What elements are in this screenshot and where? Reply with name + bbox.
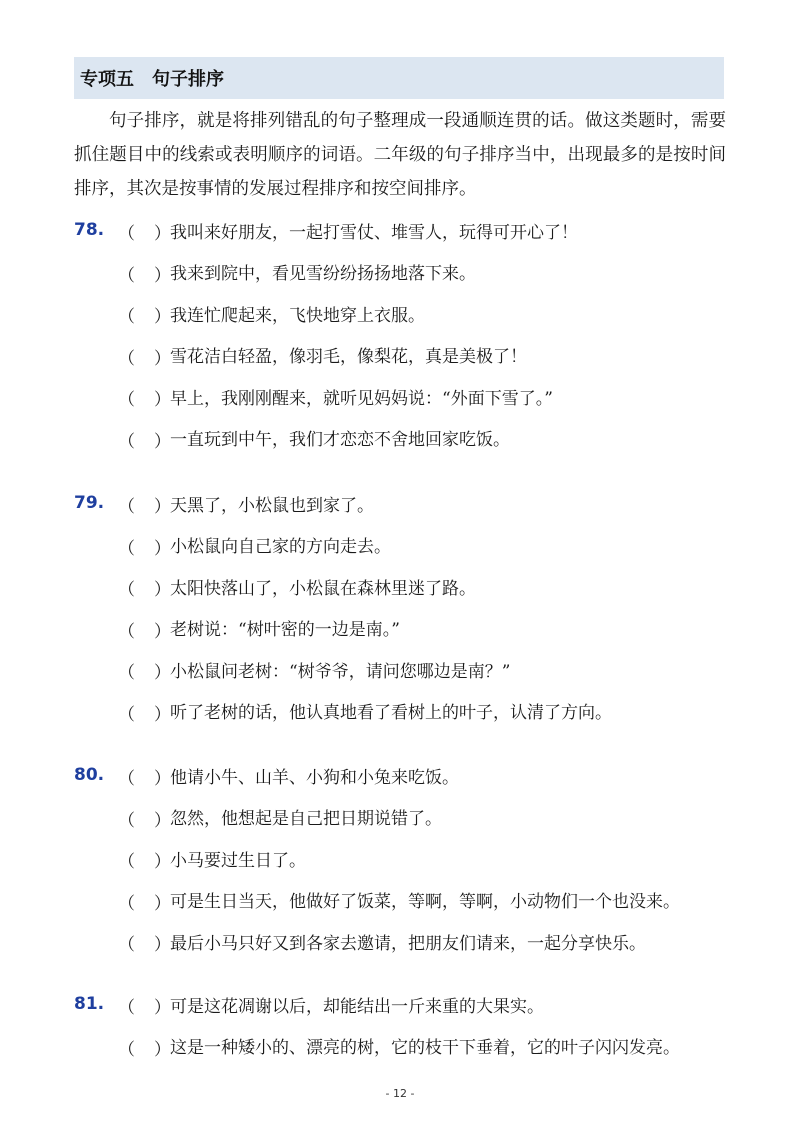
question-line [74, 613, 400, 643]
answer-blank[interactable] [110, 802, 171, 832]
paren-left: （ [118, 704, 135, 725]
sentence-text: 太阳快落山了，小松鼠在森林里迷了路。 [170, 578, 476, 599]
paren-right: ） [154, 621, 171, 642]
question-line [74, 1031, 680, 1061]
paren-right: ） [154, 935, 171, 955]
question-line [74, 696, 612, 726]
paren-right: ） [154, 704, 171, 725]
question-line [74, 654, 510, 684]
page-number: - 12 - [385, 1087, 415, 1100]
answer-blank[interactable] [110, 760, 171, 790]
paren-left: （ [118, 224, 135, 244]
paren-right: ） [154, 265, 171, 286]
question-number: 79. [74, 493, 105, 513]
sentence-text: 早上，我刚刚醒来，就听见妈妈说：“外面下雪了。” [170, 388, 553, 409]
question-line [74, 926, 646, 956]
paren-left: （ [118, 390, 135, 410]
question-number: 78. [74, 220, 105, 240]
question-line [74, 215, 578, 245]
paren-right: ） [154, 998, 171, 1018]
sentence-text: 雪花洁白轻盈，像羽毛，像梨花，真是美极了！ [170, 347, 527, 367]
paren-left: （ [118, 497, 135, 517]
intro-text: 句子排序，就是将排列错乱的句子整理成一段通顺连贯的话。做这类题时，需要抓住题目中的线索或表明顺序的词语。二年级的句子排序当中，出现最多的是按时间排序，其次是按事情的发展过程排序和按空间排序。 [74, 111, 726, 199]
question-number: 80. [74, 765, 105, 785]
question-number: 81. [74, 994, 105, 1014]
sentence-text: 天黑了，小松鼠也到家了。 [170, 495, 374, 516]
paren-right: ） [154, 307, 171, 327]
section-header [74, 57, 724, 99]
question-line [74, 488, 374, 518]
paren-right: ） [154, 852, 171, 872]
paren-right: ） [154, 224, 171, 244]
question-line [74, 530, 391, 560]
question-line [74, 423, 510, 453]
paren-left: （ [118, 893, 135, 914]
paren-right: ） [154, 431, 171, 452]
question-line [74, 760, 459, 790]
sentence-text: 他请小牛、山羊、小狗和小兔来吃饭。 [170, 767, 459, 788]
sentence-text: 小松鼠问老树：“树爷爷，请问您哪边是南？” [170, 661, 511, 682]
paren-right: ） [154, 893, 171, 914]
answer-blank[interactable] [110, 654, 171, 684]
paren-left: （ [118, 998, 135, 1018]
answer-blank[interactable] [110, 423, 171, 453]
answer-blank[interactable] [110, 843, 171, 873]
sentence-text: 老树说：“树叶密的一边是南。” [170, 620, 400, 640]
answer-blank[interactable] [110, 926, 171, 956]
paren-right: ） [154, 1039, 171, 1060]
sentence-text: 忽然，他想起是自己把日期说错了。 [170, 809, 442, 829]
question-line [74, 802, 442, 832]
answer-blank[interactable] [110, 488, 171, 518]
question-line [74, 885, 680, 915]
paren-left: （ [118, 663, 135, 683]
paren-left: （ [118, 431, 135, 452]
paren-right: ） [154, 663, 171, 683]
answer-blank[interactable] [110, 1031, 171, 1061]
answer-blank[interactable] [110, 257, 171, 287]
question-line [74, 340, 527, 370]
paren-right: ） [154, 810, 171, 831]
question-line [74, 989, 544, 1019]
paren-left: （ [118, 852, 135, 872]
sentence-text: 可是这花凋谢以后，却能结出一斤来重的大果实。 [170, 996, 544, 1017]
paren-right: ） [154, 390, 171, 410]
sentence-text: 我来到院中，看见雪纷纷扬扬地落下来。 [170, 264, 476, 284]
paren-left: （ [118, 580, 135, 600]
question-line [74, 571, 476, 601]
sentence-text: 这是一种矮小的、漂亮的树，它的枝干下垂着，它的叶子闪闪发亮。 [170, 1038, 680, 1058]
sentence-text: 小松鼠向自己家的方向走去。 [170, 537, 391, 557]
answer-blank[interactable] [110, 696, 171, 726]
question-line [74, 257, 476, 287]
section-title: 专项五 句子排序 [80, 69, 224, 90]
answer-blank[interactable] [110, 298, 171, 328]
paren-right: ） [154, 538, 171, 559]
paren-left: （ [118, 538, 135, 559]
paren-left: （ [118, 621, 135, 642]
answer-blank[interactable] [110, 215, 171, 245]
sentence-text: 可是生日当天，他做好了饭菜，等啊，等啊，小动物们一个也没来。 [170, 892, 680, 912]
answer-blank[interactable] [110, 989, 171, 1019]
answer-blank[interactable] [110, 613, 171, 643]
question-line [74, 381, 553, 411]
answer-blank[interactable] [110, 885, 171, 915]
paren-left: （ [118, 348, 135, 369]
paren-right: ） [154, 348, 171, 369]
paren-left: （ [118, 265, 135, 286]
answer-blank[interactable] [110, 571, 171, 601]
intro-paragraph [74, 104, 726, 206]
paren-left: （ [118, 810, 135, 831]
answer-blank[interactable] [110, 530, 171, 560]
paren-right: ） [154, 769, 171, 789]
question-line [74, 843, 306, 873]
sentence-text: 我连忙爬起来，飞快地穿上衣服。 [170, 305, 425, 326]
question-line [74, 298, 425, 328]
paren-left: （ [118, 935, 135, 955]
sentence-text: 我叫来好朋友，一起打雪仗、堆雪人，玩得可开心了！ [170, 222, 578, 243]
paren-right: ） [154, 497, 171, 517]
sentence-text: 最后小马只好又到各家去邀请，把朋友们请来，一起分享快乐。 [170, 933, 646, 954]
sentence-text: 听了老树的话，他认真地看了看树上的叶子，认清了方向。 [170, 703, 612, 723]
sentence-text: 一直玩到中午，我们才恋恋不舍地回家吃饭。 [170, 430, 510, 450]
sentence-text: 小马要过生日了。 [170, 850, 306, 871]
answer-blank[interactable] [110, 381, 171, 411]
answer-blank[interactable] [110, 340, 171, 370]
paren-left: （ [118, 1039, 135, 1060]
paren-left: （ [118, 769, 135, 789]
paren-right: ） [154, 580, 171, 600]
paren-left: （ [118, 307, 135, 327]
